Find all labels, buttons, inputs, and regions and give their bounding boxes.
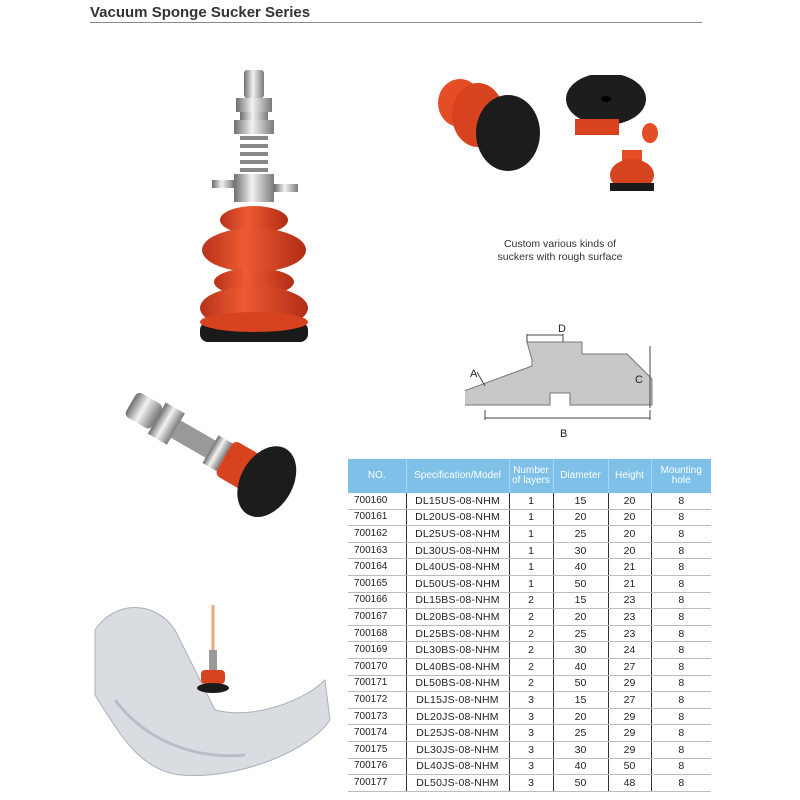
table-row: [348, 575, 711, 592]
table-cell-layers: 3: [509, 725, 553, 742]
table-cell-layers: 2: [509, 658, 553, 675]
table-cell-layers: 1: [509, 575, 553, 592]
table-cell-height: 21: [608, 559, 651, 576]
table-row: [348, 526, 711, 543]
caption-line-1: Custom various kinds of: [503, 238, 617, 250]
table-cell-spec: DL40JS-08-NHM: [406, 758, 509, 775]
table-row: [348, 559, 711, 576]
table-cell-height: 23: [608, 592, 651, 609]
table-row: [348, 592, 711, 609]
table-cell-layers: 1: [509, 509, 553, 526]
dimension-label-d: D: [558, 323, 566, 335]
table-cell-mount: 8: [651, 609, 711, 626]
table-row: [348, 542, 711, 559]
table-cell-mount: 8: [651, 592, 711, 609]
dimension-label-b: B: [560, 428, 568, 440]
col-header-no: NO.: [348, 459, 406, 493]
table-cell-spec: DL50BS-08-NHM: [406, 675, 509, 692]
table-row: [348, 658, 711, 675]
table-cell-no: 700161: [348, 509, 406, 526]
table-cell-mount: 8: [651, 708, 711, 725]
dimension-label-c: C: [635, 374, 643, 386]
table-cell-spec: DL15BS-08-NHM: [406, 592, 509, 609]
table-cell-mount: 8: [651, 559, 711, 576]
table-cell-layers: 3: [509, 775, 553, 792]
table-cell-diameter: 25: [553, 625, 608, 642]
table-cell-height: 29: [608, 741, 651, 758]
table-cell-diameter: 50: [553, 675, 608, 692]
table-cell-mount: 8: [651, 526, 711, 543]
table-cell-no: 700167: [348, 609, 406, 626]
table-cell-mount: 8: [651, 741, 711, 758]
table-cell-diameter: 40: [553, 658, 608, 675]
table-cell-no: 700168: [348, 625, 406, 642]
application-photo: [85, 590, 335, 800]
table-cell-no: 700164: [348, 559, 406, 576]
table-cell-mount: 8: [651, 642, 711, 659]
table-cell-no: 700171: [348, 675, 406, 692]
table-cell-height: 20: [608, 493, 651, 509]
table-cell-diameter: 20: [553, 708, 608, 725]
table-cell-layers: 1: [509, 493, 553, 509]
table-cell-no: 700175: [348, 741, 406, 758]
col-header-layers: Number of layers: [509, 459, 553, 493]
table-cell-mount: 8: [651, 509, 711, 526]
table-cell-layers: 3: [509, 758, 553, 775]
table-cell-spec: DL30JS-08-NHM: [406, 741, 509, 758]
table-cell-no: 700166: [348, 592, 406, 609]
table-cell-spec: DL25BS-08-NHM: [406, 625, 509, 642]
table-cell-diameter: 50: [553, 575, 608, 592]
table-cell-diameter: 40: [553, 758, 608, 775]
table-cell-no: 700163: [348, 542, 406, 559]
table-cell-no: 700170: [348, 658, 406, 675]
table-cell-layers: 3: [509, 708, 553, 725]
col-header-spec: Specification/Model: [406, 459, 509, 493]
table-cell-height: 29: [608, 708, 651, 725]
table-row: [348, 509, 711, 526]
table-cell-spec: DL40BS-08-NHM: [406, 658, 509, 675]
table-cell-spec: DL25JS-08-NHM: [406, 725, 509, 742]
table-header-row: [348, 459, 711, 493]
table-cell-spec: DL30BS-08-NHM: [406, 642, 509, 659]
caption-line-2: suckers with rough surface: [497, 251, 623, 263]
sucker-variants-photo: [420, 75, 660, 205]
table-cell-height: 20: [608, 526, 651, 543]
table-cell-mount: 8: [651, 575, 711, 592]
table-cell-mount: 8: [651, 692, 711, 709]
table-cell-no: 700176: [348, 758, 406, 775]
table-cell-diameter: 15: [553, 592, 608, 609]
table-cell-layers: 2: [509, 592, 553, 609]
table-cell-layers: 1: [509, 559, 553, 576]
table-cell-height: 23: [608, 609, 651, 626]
caption-text: [455, 238, 665, 264]
table-cell-diameter: 15: [553, 493, 608, 509]
table-cell-height: 29: [608, 725, 651, 742]
table-row: [348, 758, 711, 775]
table-body: [348, 493, 711, 791]
table-cell-layers: 2: [509, 609, 553, 626]
table-cell-no: 700172: [348, 692, 406, 709]
title-divider: [90, 22, 702, 23]
table-row: [348, 625, 711, 642]
table-cell-height: 50: [608, 758, 651, 775]
table-cell-height: 21: [608, 575, 651, 592]
col-header-height: Height: [608, 459, 651, 493]
table-cell-diameter: 30: [553, 642, 608, 659]
table-cell-layers: 3: [509, 741, 553, 758]
table-cell-height: 23: [608, 625, 651, 642]
table-row: [348, 675, 711, 692]
table-cell-diameter: 20: [553, 509, 608, 526]
bellows-sucker-photo: [190, 60, 330, 370]
page-title: Vacuum Sponge Sucker Series: [90, 4, 311, 21]
table-cell-spec: DL25US-08-NHM: [406, 526, 509, 543]
table-cell-diameter: 50: [553, 775, 608, 792]
table-cell-mount: 8: [651, 675, 711, 692]
table-cell-layers: 2: [509, 642, 553, 659]
table-cell-no: 700177: [348, 775, 406, 792]
table-cell-no: 700169: [348, 642, 406, 659]
table-cell-spec: DL30US-08-NHM: [406, 542, 509, 559]
table-cell-mount: 8: [651, 493, 711, 509]
table-cell-mount: 8: [651, 658, 711, 675]
table-row: [348, 493, 711, 509]
table-cell-spec: DL20US-08-NHM: [406, 509, 509, 526]
table-cell-mount: 8: [651, 758, 711, 775]
table-row: [348, 642, 711, 659]
table-row: [348, 609, 711, 626]
table-cell-diameter: 30: [553, 741, 608, 758]
table-cell-height: 24: [608, 642, 651, 659]
table-cell-spec: DL50US-08-NHM: [406, 575, 509, 592]
table-cell-height: 20: [608, 509, 651, 526]
table-cell-diameter: 25: [553, 725, 608, 742]
table-cell-diameter: 30: [553, 542, 608, 559]
table-cell-spec: DL20JS-08-NHM: [406, 708, 509, 725]
table-cell-no: 700173: [348, 708, 406, 725]
table-cell-layers: 2: [509, 675, 553, 692]
table-cell-mount: 8: [651, 542, 711, 559]
spec-table: [348, 459, 711, 792]
col-header-mounting: Mounting hole: [651, 459, 711, 493]
table-cell-height: 48: [608, 775, 651, 792]
table-cell-height: 29: [608, 675, 651, 692]
table-row: [348, 741, 711, 758]
table-cell-no: 700165: [348, 575, 406, 592]
table-cell-spec: DL15US-08-NHM: [406, 493, 509, 509]
table-cell-diameter: 20: [553, 609, 608, 626]
col-header-diameter: Diameter: [553, 459, 608, 493]
table-cell-height: 20: [608, 542, 651, 559]
table-cell-mount: 8: [651, 775, 711, 792]
table-cell-layers: 3: [509, 692, 553, 709]
table-cell-diameter: 25: [553, 526, 608, 543]
table-row: [348, 775, 711, 792]
table-cell-diameter: 15: [553, 692, 608, 709]
table-cell-mount: 8: [651, 625, 711, 642]
table-row: [348, 692, 711, 709]
table-cell-spec: DL40US-08-NHM: [406, 559, 509, 576]
table-cell-height: 27: [608, 692, 651, 709]
table-cell-layers: 2: [509, 625, 553, 642]
table-cell-layers: 1: [509, 526, 553, 543]
dimension-label-a: A: [470, 368, 478, 380]
threaded-sucker-photo: [110, 365, 310, 535]
dimension-diagram: [465, 320, 665, 445]
table-cell-spec: DL20BS-08-NHM: [406, 609, 509, 626]
table-cell-spec: DL15JS-08-NHM: [406, 692, 509, 709]
table-row: [348, 725, 711, 742]
table-cell-height: 27: [608, 658, 651, 675]
table-cell-diameter: 40: [553, 559, 608, 576]
table-cell-layers: 1: [509, 542, 553, 559]
table-cell-no: 700162: [348, 526, 406, 543]
table-cell-spec: DL50JS-08-NHM: [406, 775, 509, 792]
table-cell-no: 700174: [348, 725, 406, 742]
table-cell-no: 700160: [348, 493, 406, 509]
table-row: [348, 708, 711, 725]
table-cell-mount: 8: [651, 725, 711, 742]
